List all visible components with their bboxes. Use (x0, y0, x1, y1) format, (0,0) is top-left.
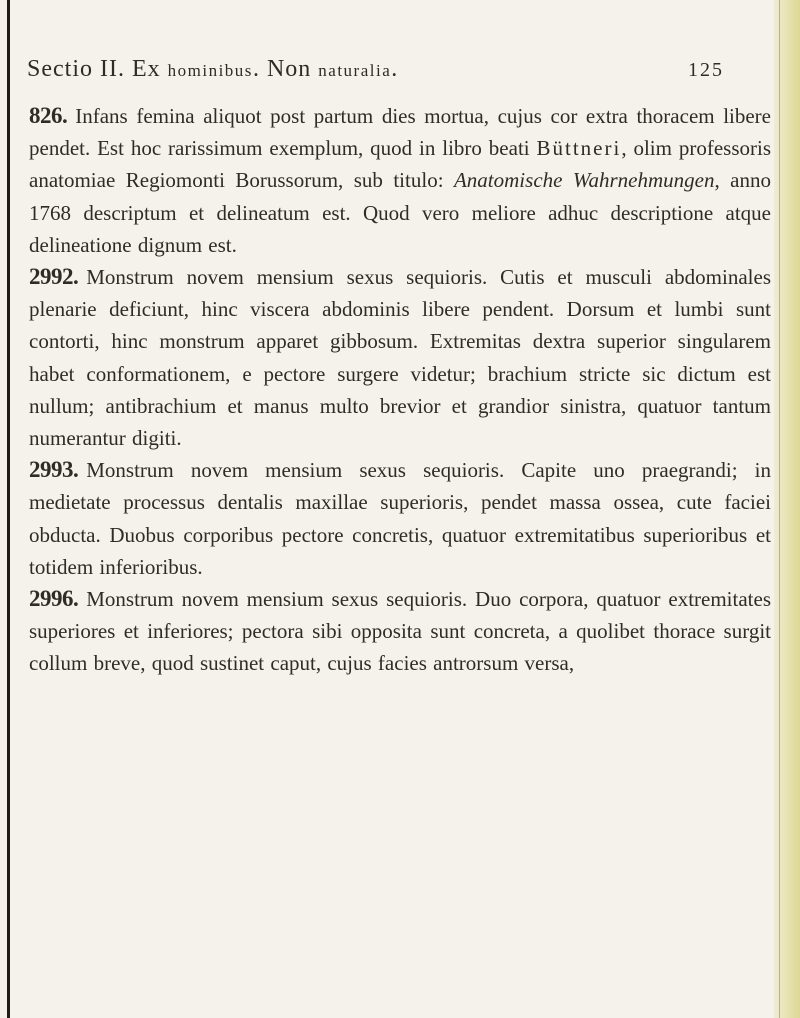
page-number: 125 (688, 59, 724, 81)
entry-2996 (29, 583, 771, 680)
entry-text: Monstrum novem mensium sexus sequioris. Cutis et musculi abdominales plenarie deficiunt, hinc viscera abdominis libere pendent. Dorsum et lumbi sunt contorti, hinc monstrum apparet gibbosum. Extremitas dextra superior singularem habet conformationem, e pectore surgere videtur; brachium stricte sic dictum est nullum; antibrachium et manus multo brevior et grandior sinistra, quatuor tantum numerantur digiti. (29, 265, 771, 451)
page-right-edge-line (779, 0, 780, 1018)
entry-text: , anno 1768 descriptum et delineatum est. Quod vero meliore adhuc descriptione atque delineatione dignum est. (29, 168, 771, 257)
header-title-part5: . (391, 56, 399, 82)
header-title-part3: . Non (252, 56, 319, 82)
book-title: Anatomische Wahrnehmungen (453, 168, 715, 193)
entry-2993 (29, 454, 771, 583)
header-title-part2: hominibus (167, 61, 253, 80)
entry-number: 826. (29, 103, 68, 128)
entry-text: Monstrum novem mensium sexus sequioris. Duo corpora, quatuor extremitates superiores et inferiores; pectora sibi opposita sunt concreta, a quolibet thorace surgit collum breve, quod sustinet caput, cujus facies antrorsum versa, (29, 587, 771, 676)
entry-text: , olim professoris anatomiae Regiomonti Borussorum, sub titulo: (29, 136, 771, 193)
author-name: Büttneri (536, 136, 622, 161)
header-title (27, 56, 398, 83)
header-title-part4: naturalia (318, 61, 392, 80)
entry-number: 2996. (29, 586, 79, 612)
entry-text: Monstrum novem mensium sexus sequioris. Capite uno praegrandi; in medietate processus dentalis maxillae superioris, pendet massa ossea, cute faciei obducta. Duobus corporibus pectore concretis, quatuor extremitatibus superioribus et totidem inferioribus. (29, 458, 771, 579)
entry-2992 (29, 261, 771, 454)
header-title-part1: Sectio II. Ex (27, 56, 168, 82)
entry-text: Infans femina aliquot post partum dies mortua, cujus cor extra thoracem libere pendet. Est hoc rarissimum exemplum, quod in libro beati (29, 104, 771, 161)
page-left-border (7, 0, 10, 1018)
page-right-edge (774, 0, 800, 1018)
running-header (27, 56, 767, 96)
entry-826 (29, 100, 771, 261)
page-body (29, 100, 771, 680)
entry-number: 2992. (29, 264, 79, 290)
entry-number: 2993. (29, 457, 79, 483)
